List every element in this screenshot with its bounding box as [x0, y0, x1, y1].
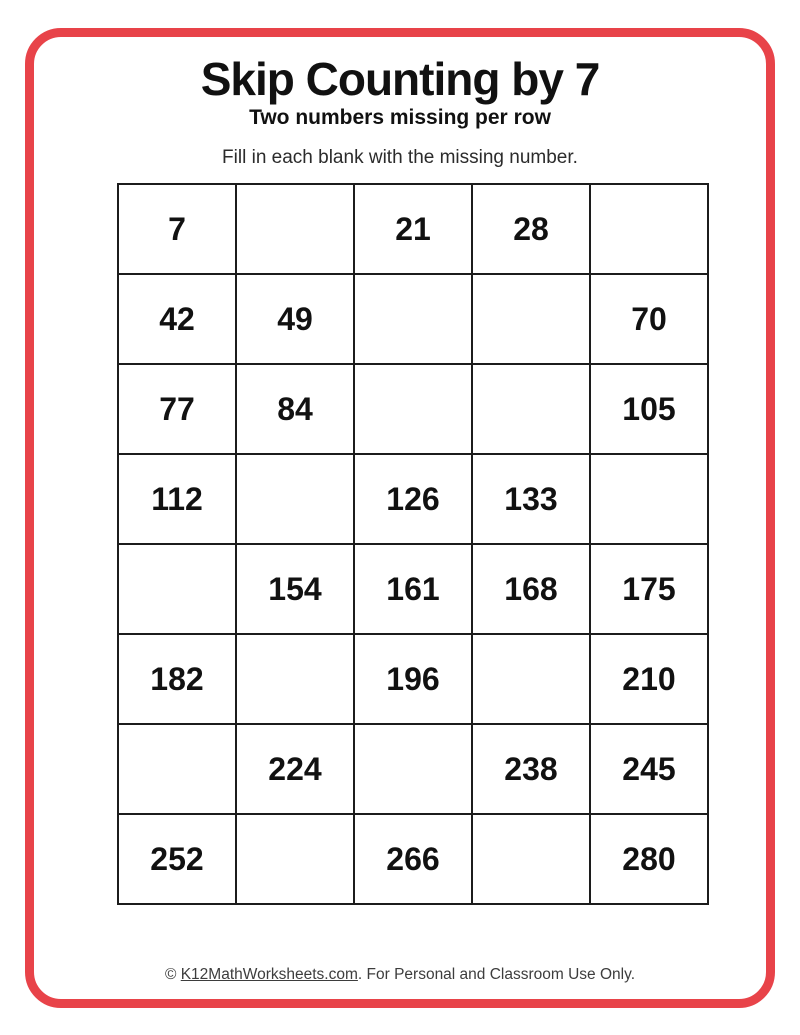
grid-cell: 42	[118, 274, 236, 364]
grid-cell: 126	[354, 454, 472, 544]
instruction-text: Fill in each blank with the missing number.	[222, 147, 578, 168]
grid-cell: 175	[590, 544, 708, 634]
grid-cell-blank	[590, 454, 708, 544]
grid-cell-blank	[118, 544, 236, 634]
page-title: Skip Counting by 7	[200, 53, 600, 105]
grid-cell: 84	[236, 364, 354, 454]
grid-cell-blank	[472, 274, 590, 364]
grid-cell-blank	[118, 724, 236, 814]
grid-cell-blank	[354, 274, 472, 364]
grid-cell: 70	[590, 274, 708, 364]
grid-cell-blank	[236, 814, 354, 904]
grid-cell: 252	[118, 814, 236, 904]
grid-cell: 112	[118, 454, 236, 544]
grid-cell: 28	[472, 184, 590, 274]
grid-row	[118, 814, 708, 904]
grid-cell-blank	[236, 454, 354, 544]
grid-cell: 238	[472, 724, 590, 814]
grid-cell-blank	[590, 184, 708, 274]
k12mathworksheets-link[interactable]: K12MathWorksheets.com	[180, 966, 358, 983]
grid-cell: 210	[590, 634, 708, 724]
grid-row	[118, 184, 708, 274]
grid-cell: 224	[236, 724, 354, 814]
grid-cell-blank	[236, 634, 354, 724]
grid-row	[118, 454, 708, 544]
grid-cell: 77	[118, 364, 236, 454]
grid-cell: 182	[118, 634, 236, 724]
grid-cell: 21	[354, 184, 472, 274]
grid-cell: 154	[236, 544, 354, 634]
grid-row	[118, 364, 708, 454]
grid-cell: 245	[590, 724, 708, 814]
copyright-suffix: . For Personal and Classroom Use Only.	[357, 966, 635, 983]
page-subtitle: Two numbers missing per row	[249, 106, 551, 129]
grid-row	[118, 634, 708, 724]
grid-row	[118, 544, 708, 634]
grid-cell: 168	[472, 544, 590, 634]
grid-row	[118, 724, 708, 814]
grid-cell-blank	[354, 364, 472, 454]
copyright-prefix: ©	[164, 966, 181, 983]
grid-cell: 49	[236, 274, 354, 364]
footer-copyright	[0, 966, 800, 984]
grid-cell: 266	[354, 814, 472, 904]
grid-cell: 7	[118, 184, 236, 274]
skip-counting-grid	[117, 183, 709, 905]
grid-cell-blank	[472, 814, 590, 904]
grid-cell-blank	[354, 724, 472, 814]
grid-cell: 161	[354, 544, 472, 634]
grid-cell-blank	[236, 184, 354, 274]
grid-row	[118, 274, 708, 364]
grid-cell: 280	[590, 814, 708, 904]
grid-cell-blank	[472, 634, 590, 724]
grid-cell-blank	[472, 364, 590, 454]
grid-cell: 105	[590, 364, 708, 454]
grid-cell: 196	[354, 634, 472, 724]
grid-cell: 133	[472, 454, 590, 544]
